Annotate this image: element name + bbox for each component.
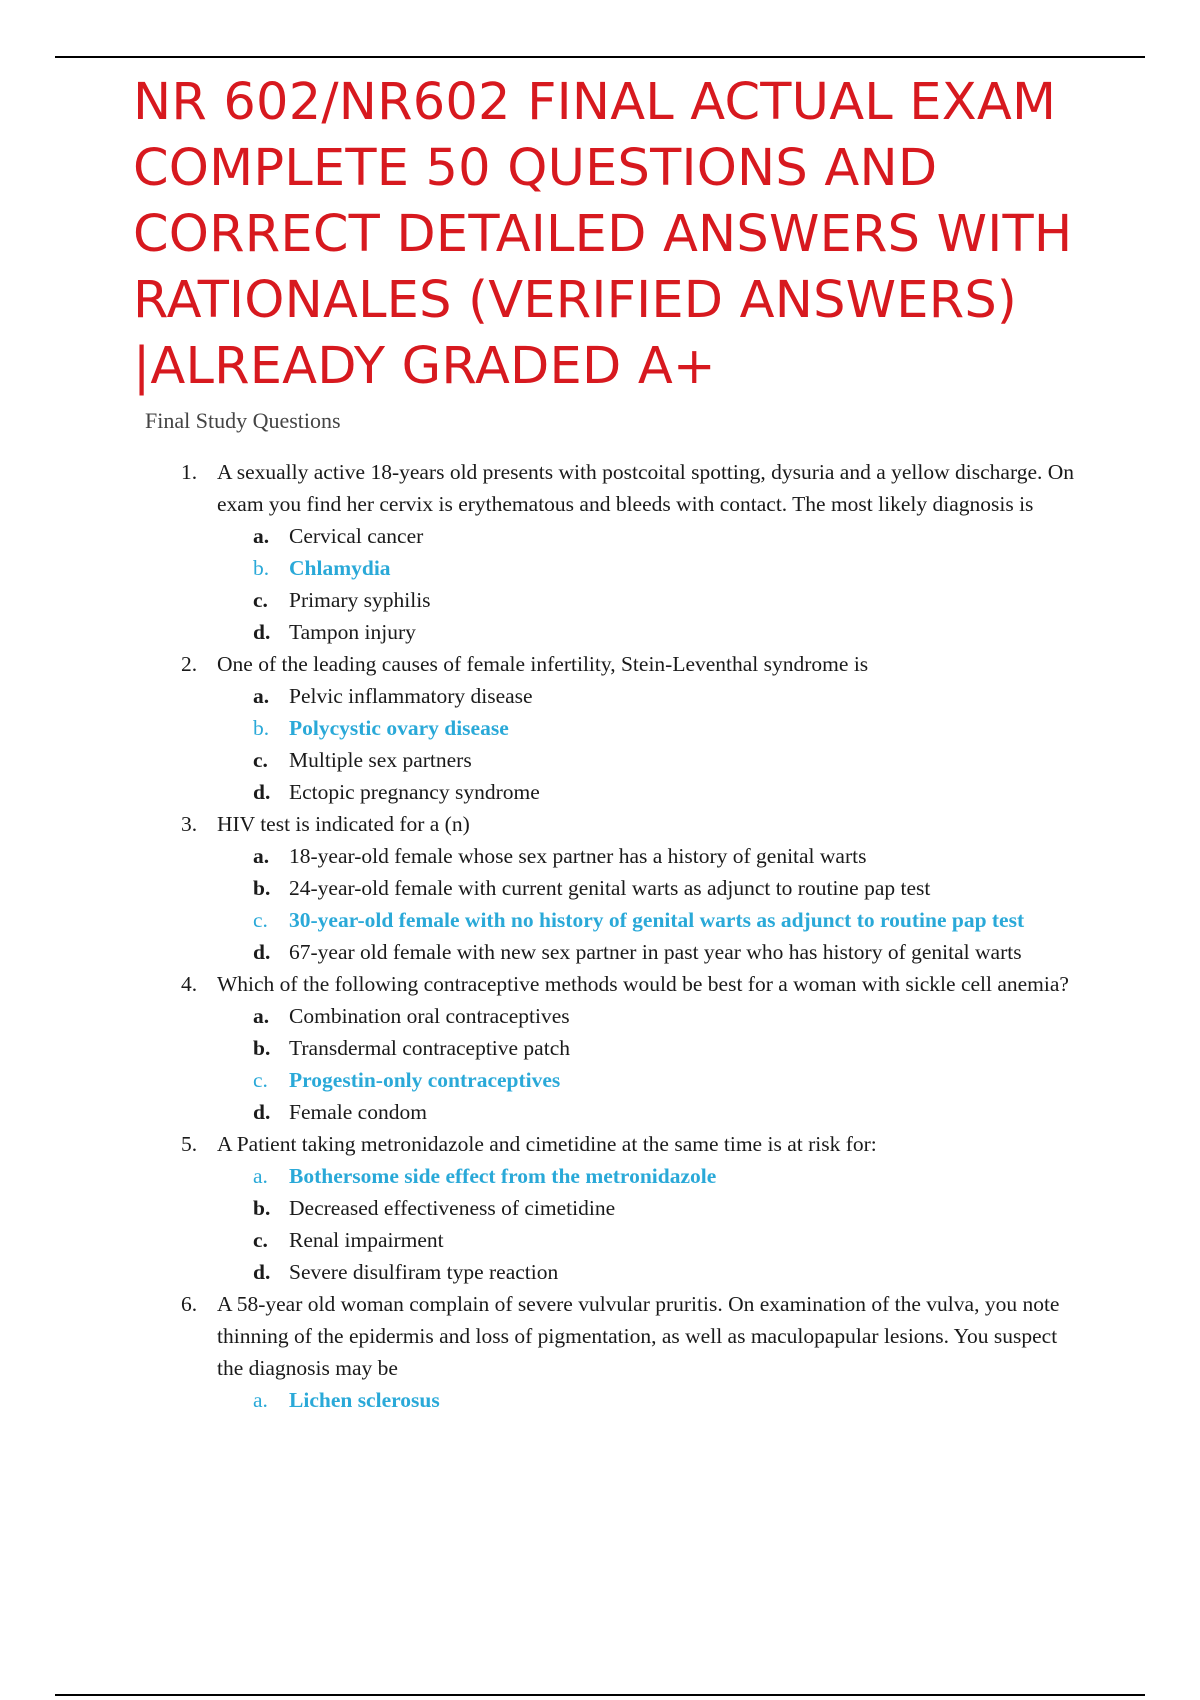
document-title: [133, 70, 1133, 400]
correct-option-item: [217, 552, 1080, 584]
option-letter: d.: [253, 940, 271, 964]
question-text: A Patient taking metronidazole and cimetidine at the same time is at risk for:: [217, 1132, 877, 1156]
option-letter: a.: [253, 1004, 270, 1028]
question-number: 1.: [181, 460, 198, 484]
option-text: Progestin-only contraceptives: [289, 1068, 561, 1092]
option-item: [217, 616, 1080, 648]
title-line: COMPLETE 50 QUESTIONS AND: [133, 139, 938, 198]
option-letter: b.: [253, 716, 270, 740]
title-line: |ALREADY GRADED A+: [133, 337, 716, 396]
title-line: RATIONALES (VERIFIED ANSWERS): [133, 271, 1018, 330]
correct-option-item: [217, 1160, 1080, 1192]
question-item: [0, 648, 1200, 808]
option-item: [217, 776, 1080, 808]
option-letter: a.: [253, 684, 270, 708]
option-letter: d.: [253, 1260, 271, 1284]
option-item: [217, 520, 1080, 552]
option-list: [217, 840, 1080, 968]
option-text: Combination oral contraceptives: [289, 1004, 570, 1028]
correct-option-item: [217, 904, 1080, 936]
bottom-rule: [55, 1694, 1145, 1696]
option-list: [217, 680, 1080, 808]
question-number: 3.: [181, 812, 198, 836]
question-item: [0, 808, 1200, 968]
option-text: Female condom: [289, 1100, 427, 1124]
question-number: 5.: [181, 1132, 198, 1156]
option-item: [217, 1032, 1080, 1064]
option-letter: a.: [253, 524, 270, 548]
option-item: [217, 1000, 1080, 1032]
option-letter: d.: [253, 620, 271, 644]
option-item: [217, 1256, 1080, 1288]
option-letter: d.: [253, 1100, 271, 1124]
question-list: [0, 456, 1200, 1416]
option-text: Polycystic ovary disease: [289, 716, 509, 740]
option-text: 67-year old female with new sex partner in past year who has history of genital warts: [289, 940, 1022, 964]
option-text: Bothersome side effect from the metronidazole: [289, 1164, 717, 1188]
question-text: HIV test is indicated for a (n): [217, 812, 470, 836]
option-text: Transdermal contraceptive patch: [289, 1036, 570, 1060]
option-text: 30-year-old female with no history of genital warts as adjunct to routine pap test: [289, 908, 1025, 932]
option-text: Tampon injury: [289, 620, 416, 644]
option-letter: c.: [253, 588, 268, 612]
option-text: Decreased effectiveness of cimetidine: [289, 1196, 616, 1220]
option-text: Chlamydia: [289, 556, 391, 580]
question-item: [0, 1288, 1200, 1416]
option-letter: a.: [253, 1164, 268, 1188]
section-subtitle: Final Study Questions: [145, 408, 341, 433]
correct-option-item: [217, 1384, 1080, 1416]
option-letter: b.: [253, 876, 271, 900]
question-item: [0, 456, 1200, 648]
option-item: [217, 840, 1080, 872]
option-text: Renal impairment: [289, 1228, 444, 1252]
option-letter: c.: [253, 748, 268, 772]
option-letter: c.: [253, 1068, 268, 1092]
option-item: [217, 1224, 1080, 1256]
option-list: [217, 520, 1080, 648]
option-text: Lichen sclerosus: [289, 1388, 440, 1412]
question-number: 4.: [181, 972, 198, 996]
question-text: A 58-year old woman complain of severe vulvular pruritis. On examination of the vulva, you note thinning of the epidermis and loss of pigmentation, as well as maculopapular lesions. You suspect the diagnosis may be: [217, 1292, 1060, 1380]
option-letter: b.: [253, 1196, 271, 1220]
option-letter: b.: [253, 556, 270, 580]
option-letter: c.: [253, 1228, 268, 1252]
correct-option-item: [217, 712, 1080, 744]
option-item: [217, 1096, 1080, 1128]
question-text: Which of the following contraceptive methods would be best for a woman with sickle cell anemia?: [217, 972, 1069, 996]
option-text: 18-year-old female whose sex partner has a history of genital warts: [289, 844, 867, 868]
option-item: [217, 680, 1080, 712]
option-letter: a.: [253, 1388, 268, 1412]
option-list: [217, 1160, 1080, 1288]
top-rule: [55, 56, 1145, 58]
option-list: [217, 1000, 1080, 1128]
option-text: Pelvic inflammatory disease: [289, 684, 533, 708]
title-line: NR 602/NR602 FINAL ACTUAL EXAM: [133, 73, 1057, 132]
option-text: Severe disulfiram type reaction: [289, 1260, 559, 1284]
option-letter: b.: [253, 1036, 271, 1060]
option-item: [217, 744, 1080, 776]
question-number: 6.: [181, 1292, 198, 1316]
question-item: [0, 968, 1200, 1128]
option-text: Multiple sex partners: [289, 748, 472, 772]
question-number: 2.: [181, 652, 198, 676]
option-letter: a.: [253, 844, 270, 868]
option-item: [217, 936, 1080, 968]
question-item: [0, 1128, 1200, 1288]
option-list: [217, 1384, 1080, 1416]
correct-option-item: [217, 1064, 1080, 1096]
option-item: [217, 584, 1080, 616]
question-text: A sexually active 18-years old presents with postcoital spotting, dysuria and a yellow discharge. On exam you find her cervix is erythematous and bleeds with contact. The most likely diagnosis is: [217, 460, 1075, 516]
option-letter: c.: [253, 908, 268, 932]
option-item: [217, 1192, 1080, 1224]
option-item: [217, 872, 1080, 904]
option-letter: d.: [253, 780, 271, 804]
option-text: Cervical cancer: [289, 524, 424, 548]
option-text: 24-year-old female with current genital warts as adjunct to routine pap test: [289, 876, 931, 900]
option-text: Primary syphilis: [289, 588, 431, 612]
question-text: One of the leading causes of female infertility, Stein-Leventhal syndrome is: [217, 652, 869, 676]
title-line: CORRECT DETAILED ANSWERS WITH: [133, 205, 1073, 264]
option-text: Ectopic pregnancy syndrome: [289, 780, 540, 804]
